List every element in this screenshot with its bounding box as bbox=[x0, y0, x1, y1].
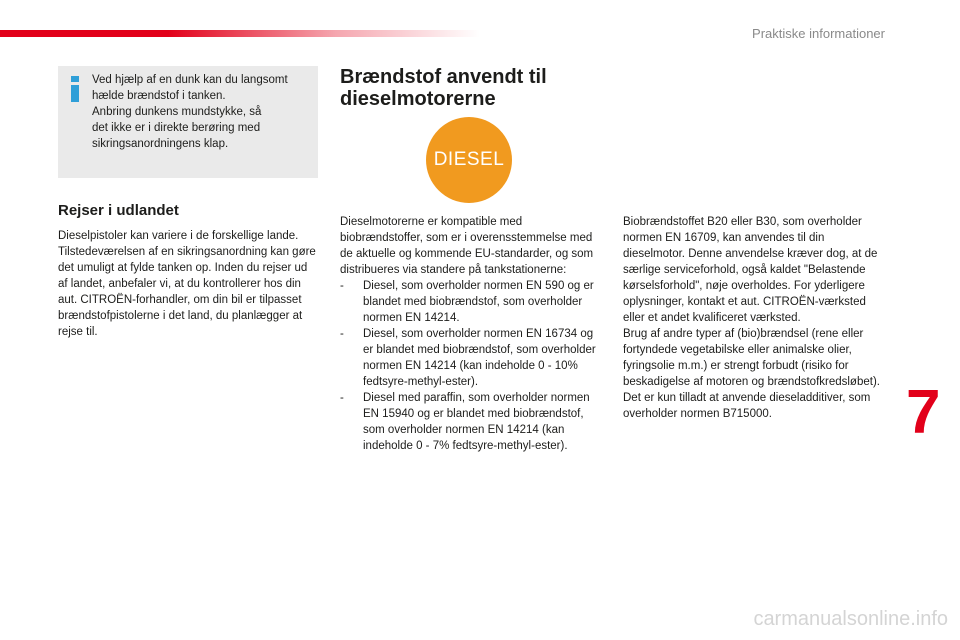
biofuel-text bbox=[623, 214, 885, 422]
paragraph: Det er kun tilladt at anvende dieseladditiver, som overholder normen B715000. bbox=[623, 392, 871, 420]
list-dash: - bbox=[340, 280, 344, 292]
info-line: det ikke er i direkte berøring med bbox=[92, 122, 261, 134]
travel-heading: Rejser i udlandet bbox=[58, 202, 179, 219]
info-line: Anbring dunkens mundstykke, så bbox=[92, 106, 262, 118]
info-text bbox=[92, 72, 312, 152]
travel-text: Dieselpistoler kan variere i de forskellige lande. Tilstedeværelsen af en sikringsanordning kan gøre det umuligt at fylde tanken op. Inden du rejser ud af landet, anbefaler vi, at du kontrollerer hos din aut. CITROËN-forhandler, om din bil er tilpasset brændstofpistolerne i det land, du planlægger at rejse til. bbox=[58, 230, 316, 338]
list-item-text: Diesel, som overholder normen EN 16734 og er blandet med biobrændstof, som overholder normen EN 14214 (kan indeholde 0 - 10% fedtsyre-methyl-ester). bbox=[363, 328, 596, 388]
chapter-number: 7 bbox=[906, 378, 941, 447]
info-icon bbox=[68, 76, 82, 102]
list-item-text: Diesel med paraffin, som overholder normen EN 15940 og er blandet med biobrændstof, som overholder normen EN 14214 (kan indeholde 0 - 7% fedtsyre-methyl-ester). bbox=[363, 392, 590, 452]
header-accent-bar bbox=[0, 30, 480, 37]
paragraph: Biobrændstoffet B20 eller B30, som overholder normen EN 16709, kan anvendes til din dieselmotor. Denne anvendelse kræver dog, at de særlige serviceforhold, også kaldet "Belastende kørselsforhold", nøje overholdes. For yderligere oplysninger, kontakt et aut. CITROËN-værksted eller et andet kvalificeret værksted. bbox=[623, 216, 878, 324]
info-line: sikringsanordningens klap. bbox=[92, 138, 229, 150]
info-line: Ved hjælp af en dunk kan du langsomt bbox=[92, 74, 288, 86]
page-title bbox=[340, 66, 620, 110]
list-item bbox=[340, 390, 602, 454]
list-item bbox=[340, 326, 602, 390]
fuel-compatibility-text bbox=[340, 214, 602, 454]
list-dash: - bbox=[340, 392, 344, 404]
list-item-text: Diesel, som overholder normen EN 590 og er blandet med biobrændstof, som overholder normen EN 14214. bbox=[363, 280, 594, 324]
paragraph: Brug af andre typer af (bio)brændsel (rene eller fortyndede vegetabilske eller animalske olier, fyringsolie m.m.) er strengt forbudt (risiko for beskadigelse af motoren og brændstofkredsløbet). bbox=[623, 328, 880, 388]
diesel-badge: DIESEL bbox=[426, 117, 512, 203]
list-item bbox=[340, 278, 602, 326]
info-line: hælde brændstof i tanken. bbox=[92, 90, 226, 102]
section-title: Praktiske informationer bbox=[752, 26, 885, 41]
title-line: Brændstof anvendt til bbox=[340, 66, 547, 88]
title-line: dieselmotorerne bbox=[340, 88, 496, 110]
watermark: carmanualsonline.info bbox=[753, 608, 948, 630]
info-box bbox=[58, 66, 318, 178]
intro-paragraph: Dieselmotorerne er kompatible med biobrændstoffer, som er i overensstemmelse med de aktuelle og kommende EU-standarder, og som distribueres via standere på tankstationerne: bbox=[340, 216, 594, 276]
list-dash: - bbox=[340, 328, 344, 340]
